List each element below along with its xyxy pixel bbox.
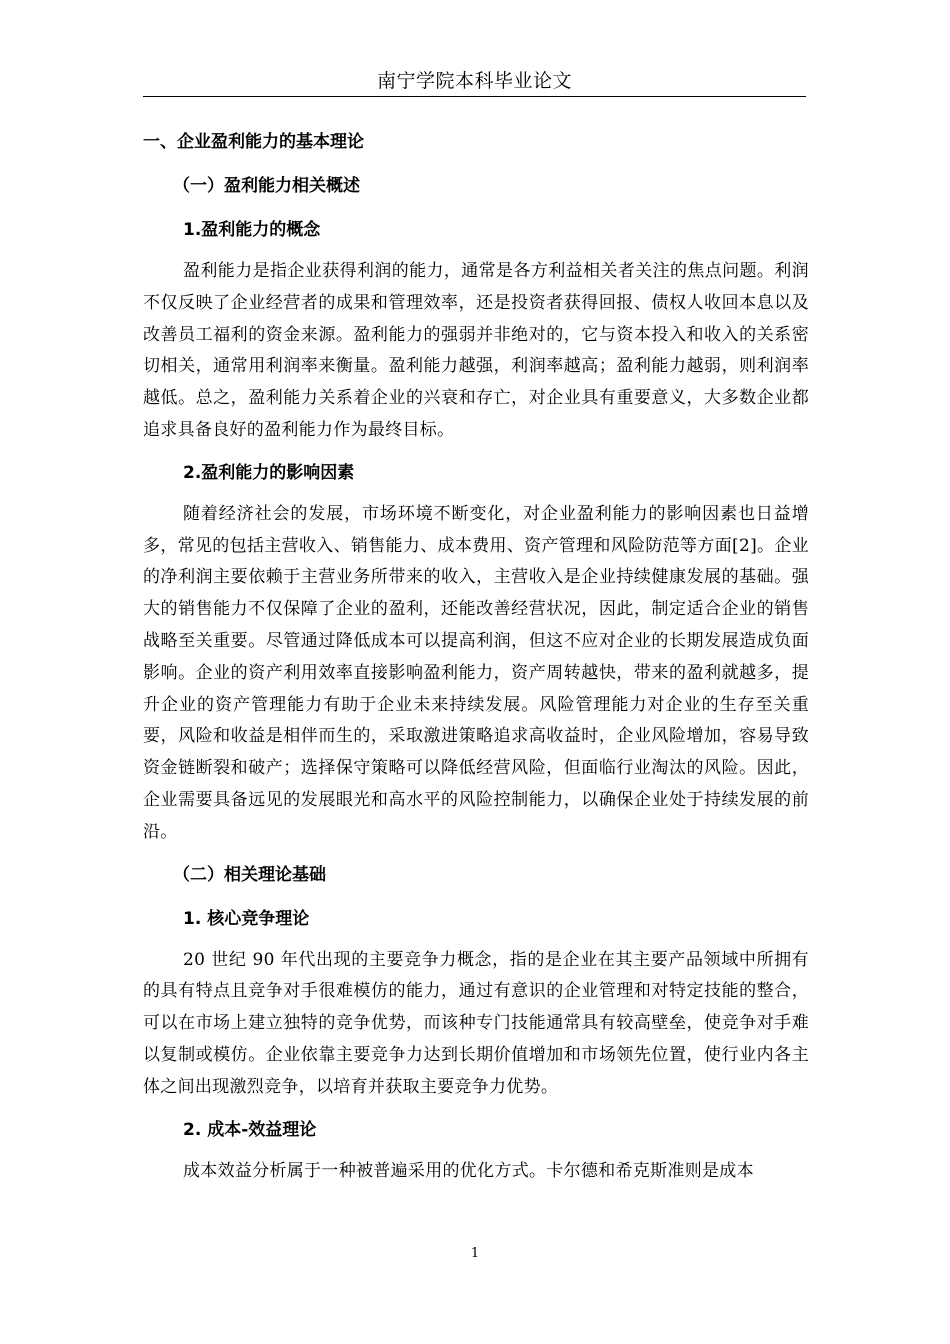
item-heading: 2. 成本-效益理论 [183, 1119, 317, 1140]
item-heading: 2.盈利能力的影响因素 [183, 462, 355, 483]
subsection-heading: （二）相关理论基础 [173, 864, 326, 885]
item-heading: 1.盈利能力的概念 [183, 220, 321, 240]
body-paragraph: 盈利能力是指企业获得利润的能力，通常是各方利益相关者关注的焦点问题。利润不仅反映了企业经营者的成果和管理效率，还是投资者获得回报、债权人收回本息以及改善员工福利的资金来源。盈利能力的强弱并非绝对的，它与资本投入和收入的关系密切相关，通常用利润率来衡量。盈利能力越强，利润率越高；盈利能力越弱，则利润率越低。总之，盈利能力关系着企业的兴衰和存亡，对企业具有重要意义，大多数企业都追求具备良好的盈利能力作为最终目标。 [143, 261, 809, 440]
body-paragraph: 20 世纪 90 年代出现的主要竞争力概念，指的是企业在其主要产品领域中所拥有的具有特点且竞争对手很难模仿的能力，通过有意识的企业管理和对特定技能的整合，可以在市场上建立独特的竞争优势，而该种专门技能通常具有较高壁垒，使竞争对手难以复制或模仿。企业依靠主要竞争力达到长期价值增加和市场领先位置，使行业内各主体之间出现激烈竞争，以培育并获取主要竞争力优势。 [143, 949, 809, 1097]
section-heading: 一、企业盈利能力的基本理论 [143, 132, 364, 152]
body-paragraph: 随着经济社会的发展，市场环境不断变化，对企业盈利能力的影响因素也日益增多，常见的包括主营收入、销售能力、成本费用、资产管理和风险防范等方面[2]。企业的净利润主要依赖于主营业务所带来的收入，主营收入是企业持续健康发展的基础。强大的销售能力不仅保障了企业的盈利，还能改善经营状况，因此，制定适合企业的销售战略至关重要。尽管通过降低成本可以提高利润，但这不应对企业的长期发展造成负面影响。企业的资产利用效率直接影响盈利能力，资产周转越快，带来的盈利就越多，提升企业的资产管理能力有助于企业未来持续发展。风险管理能力对企业的生存至关重要，风险和收益是相伴而生的，采取激进策略追求高收益时，企业风险增加，容易导致资金链断裂和破产；选择保守策略可以降低经营风险，但面临行业淘汰的风险。因此，企业需要具备远见的发展眼光和高水平的风险控制能力，以确保企业处于持续发展的前沿。 [143, 503, 809, 842]
header-divider [143, 96, 806, 97]
running-header: 南宁学院本科毕业论文 [376, 70, 572, 92]
document-body [143, 130, 809, 1201]
item-heading: 1. 核心竞争理论 [183, 908, 310, 929]
subsection-heading: （一）盈利能力相关概述 [173, 176, 360, 196]
page-number: 1 [470, 1246, 480, 1261]
body-paragraph: 成本效益分析属于一种被普遍采用的优化方式。卡尔德和希克斯准则是成本 [183, 1160, 754, 1181]
